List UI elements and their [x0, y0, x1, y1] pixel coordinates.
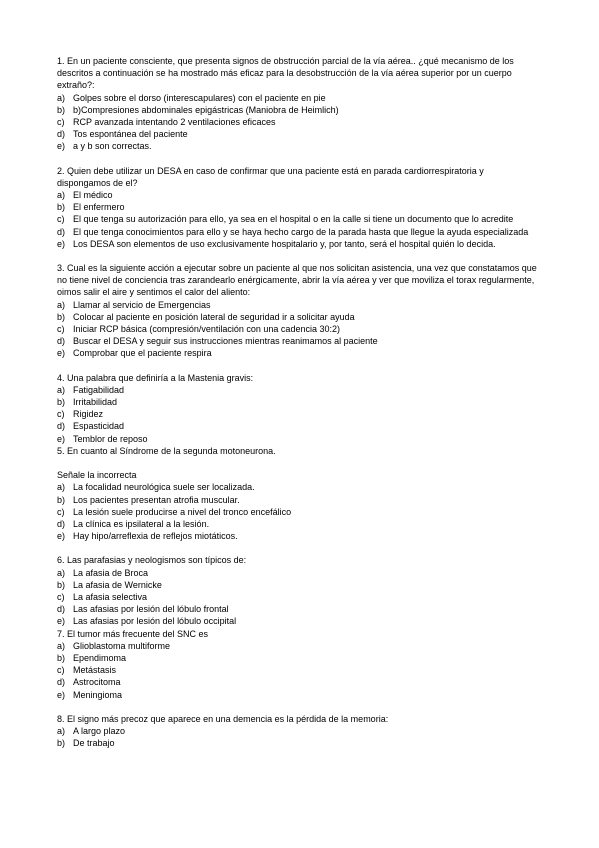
option-letter: b) — [57, 104, 66, 115]
question-5-text: 5. En cuanto al Síndrome de la segunda motoneurona. — [57, 445, 276, 456]
option-item — [57, 92, 539, 104]
question-text: 1. En un paciente consciente, que presenta signos de obstrucción parcial de la vía aérea.. ¿qué mecanismo de los descritos a continuación se ha mostrado más eficaz para la desobstrucción de la vía aérea superior por un cuerpo extraño?: — [57, 56, 514, 91]
option-text: El enfermero — [73, 202, 125, 213]
option-letter: e) — [57, 616, 66, 627]
option-text: RCP avanzada intentando 2 ventilaciones eficaces — [73, 117, 276, 128]
option-item — [57, 530, 539, 542]
option-item — [57, 201, 539, 213]
option-text: Irritabilidad — [73, 397, 118, 408]
option-letter: c) — [57, 591, 65, 602]
option-item — [57, 104, 539, 116]
question-text: 6. Las parafasias y neologismos son típicos de: — [57, 555, 247, 566]
option-letter: d) — [57, 129, 66, 140]
question-text: 4. Una palabra que definiría a la Mastenia gravis: — [57, 372, 254, 383]
options-list — [57, 481, 539, 542]
option-letter: e) — [57, 531, 66, 542]
option-text: A largo plazo — [73, 725, 126, 736]
option-text: Espasticidad — [73, 421, 125, 432]
option-text: Iniciar RCP básica (compresión/ventilación con una cadencia 30:2) — [73, 324, 340, 335]
option-letter: d) — [57, 677, 66, 688]
question-2 — [57, 165, 539, 250]
option-item — [57, 238, 539, 250]
option-letter: d) — [57, 518, 66, 529]
option-text: Golpes sobre el dorso (interescapulares) con el paciente en pie — [73, 92, 326, 103]
option-item — [57, 116, 539, 128]
option-letter: c) — [57, 409, 65, 420]
option-item — [57, 518, 539, 530]
question-3 — [57, 262, 539, 360]
option-item — [57, 567, 539, 579]
option-text: Buscar el DESA y seguir sus instrucciones mientras reanimamos al paciente — [73, 336, 378, 347]
option-letter: b) — [57, 202, 66, 213]
option-letter: b) — [57, 311, 66, 322]
option-text: Astrocitoma — [73, 677, 121, 688]
option-item — [57, 591, 539, 603]
option-item — [57, 579, 539, 591]
question-4 — [57, 372, 539, 457]
options-list — [57, 189, 539, 250]
option-text: La focalidad neurológica suele ser localizada. — [73, 482, 255, 493]
option-letter: e) — [57, 238, 66, 249]
question-text: 7. El tumor más frecuente del SNC es — [57, 628, 209, 639]
option-letter: b) — [57, 397, 66, 408]
option-item — [57, 189, 539, 201]
option-item — [57, 311, 539, 323]
option-item — [57, 335, 539, 347]
options-list — [57, 567, 539, 628]
option-letter: a) — [57, 299, 66, 310]
option-text: La clínica es ipsilateral a la lesión. — [73, 518, 210, 529]
option-text: Glioblastoma multiforme — [73, 640, 171, 651]
option-item — [57, 226, 539, 238]
option-letter: c) — [57, 214, 65, 225]
option-letter: e) — [57, 141, 66, 152]
option-text: Metástasis — [73, 665, 117, 676]
option-text: Tos espontánea del paciente — [73, 129, 188, 140]
option-item — [57, 615, 539, 627]
option-text: Meningioma — [73, 689, 123, 700]
option-letter: a) — [57, 384, 66, 395]
option-letter: a) — [57, 482, 66, 493]
option-text: De trabajo — [73, 738, 115, 749]
option-item — [57, 433, 539, 445]
option-item — [57, 725, 539, 737]
option-letter: c) — [57, 117, 65, 128]
option-letter: e) — [57, 433, 66, 444]
option-text: El médico — [73, 190, 113, 201]
option-item — [57, 603, 539, 615]
options-list — [57, 640, 539, 701]
option-letter: c) — [57, 506, 65, 517]
question-1 — [57, 55, 539, 153]
option-text: Llamar al servicio de Emergencias — [73, 299, 211, 310]
option-text: Las afasias por lesión del lóbulo frontal — [73, 604, 229, 615]
option-item — [57, 323, 539, 335]
option-text: a y b son correctas. — [73, 141, 152, 152]
option-letter: a) — [57, 640, 66, 651]
option-item — [57, 213, 539, 225]
option-text: Los pacientes presentan atrofia muscular. — [73, 494, 240, 505]
option-item — [57, 408, 539, 420]
option-letter: b) — [57, 652, 66, 663]
question-6 — [57, 554, 539, 700]
option-item — [57, 506, 539, 518]
option-letter: a) — [57, 725, 66, 736]
option-letter: a) — [57, 190, 66, 201]
question-5 — [57, 469, 539, 542]
option-item — [57, 299, 539, 311]
option-text: Colocar al paciente en posición lateral de seguridad ir a solicitar ayuda — [73, 311, 355, 322]
option-item — [57, 420, 539, 432]
option-item — [57, 664, 539, 676]
option-item — [57, 140, 539, 152]
option-letter: d) — [57, 421, 66, 432]
question-7 — [57, 628, 539, 701]
option-letter: b) — [57, 738, 66, 749]
question-8 — [57, 713, 539, 750]
option-item — [57, 737, 539, 749]
option-text: Comprobar que el paciente respira — [73, 348, 212, 359]
option-item — [57, 396, 539, 408]
option-item — [57, 128, 539, 140]
option-text: El que tenga conocimientos para ello y se haya hecho cargo de la parada hasta que llegue la ayuda especializada — [73, 226, 529, 237]
option-item — [57, 481, 539, 493]
option-text: Los DESA son elementos de uso exclusivamente hospitalario y, por tanto, será el hospital quién lo decida. — [73, 238, 496, 249]
option-text: Temblor de reposo — [73, 433, 148, 444]
question-text: 2. Quien debe utilizar un DESA en caso de confirmar que una paciente está en parada cardiorrespiratoria y dispongamos de el? — [57, 165, 484, 188]
option-letter: a) — [57, 92, 66, 103]
option-text: Las afasias por lesión del lóbulo occipital — [73, 616, 237, 627]
option-text: b)Compresiones abdominales epigástricas (Maniobra de Heimlich) — [73, 104, 339, 115]
option-letter: b) — [57, 494, 66, 505]
option-letter: e) — [57, 348, 66, 359]
option-letter: e) — [57, 689, 66, 700]
option-text: Ependimoma — [73, 652, 127, 663]
option-item — [57, 640, 539, 652]
options-list — [57, 92, 539, 153]
options-list — [57, 725, 539, 749]
option-letter: d) — [57, 226, 66, 237]
option-text: El que tenga su autorización para ello, ya sea en el hospital o en la calle si tiene un documento que lo acredite — [73, 214, 514, 225]
option-text: La afasia de Broca — [73, 567, 149, 578]
options-list — [57, 384, 539, 445]
option-letter: c) — [57, 665, 65, 676]
option-item — [57, 384, 539, 396]
option-text: La afasia selectiva — [73, 591, 148, 602]
option-item — [57, 676, 539, 688]
question-text: 3. Cual es la siguiente acción a ejecutar sobre un paciente al que nos solicitan asistencia, una vez que constatamos que no tiene nivel de conciencia tras zarandearlo enérgicamente, abrir la vía aérea y ver que moviliza el torax regularmente, oimos salir el aire y sentimos el calor del aliento: — [57, 263, 537, 298]
option-text: Fatigabilidad — [73, 384, 125, 395]
option-text: La lesión suele producirse a nivel del tronco encefálico — [73, 506, 292, 517]
option-letter: d) — [57, 604, 66, 615]
option-letter: b) — [57, 579, 66, 590]
question-subtext: Señale la incorrecta — [57, 470, 137, 481]
option-text: La afasia de Wernicke — [73, 579, 162, 590]
option-text: Hay hipo/arreflexia de reflejos miotáticos. — [73, 531, 238, 542]
option-item — [57, 689, 539, 701]
question-text: 8. El signo más precoz que aparece en una demencia es la pérdida de la memoria: — [57, 713, 389, 724]
option-letter: d) — [57, 336, 66, 347]
option-letter: a) — [57, 567, 66, 578]
option-text: Rigidez — [73, 409, 104, 420]
option-letter: c) — [57, 324, 65, 335]
options-list — [57, 299, 539, 360]
option-item — [57, 494, 539, 506]
option-item — [57, 652, 539, 664]
document-page — [57, 55, 539, 749]
option-item — [57, 347, 539, 359]
